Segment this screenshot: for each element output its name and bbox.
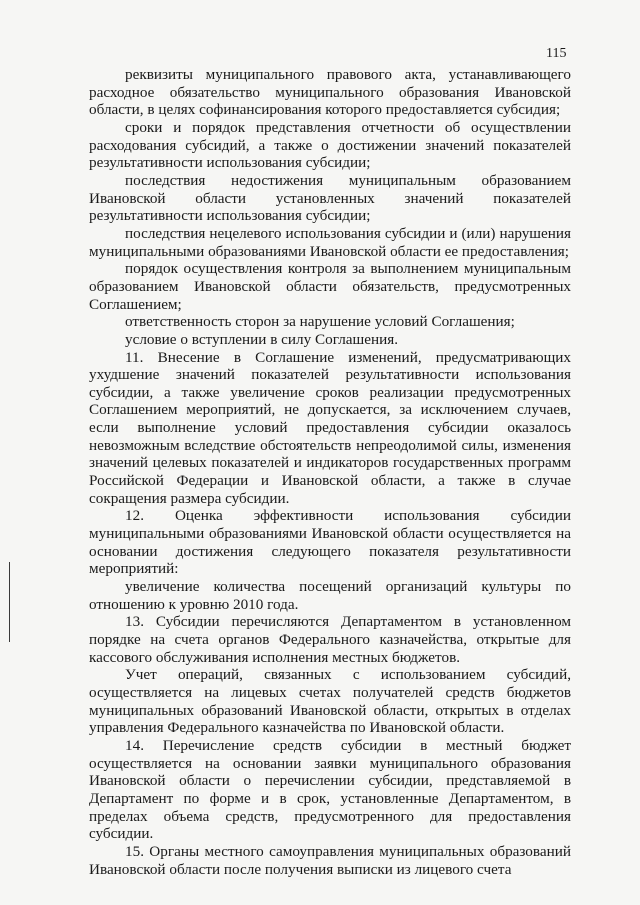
binding-mark — [9, 562, 10, 642]
paragraph-responsibility: ответственность сторон за нарушение условий Соглашения; — [125, 313, 515, 331]
paragraph-requisites: реквизиты муниципального правового акта, устанавливающего расходное обязательство муниципального образования Ивановской области, в целях софинансирования которого предоставляется субсидия; — [89, 66, 571, 119]
page-number: 115 — [546, 46, 567, 61]
paragraph-misuse: последствия нецелевого использования субсидии и (или) нарушения муниципальными образованиями Ивановской области ее предоставления; — [89, 224, 571, 260]
paragraph-11: 11. Внесение в Соглашение изменений, предусматривающих ухудшение значений показателей результативности использования субсидии, а также увеличение сроков реализации предусмотренных Соглашением мероприятий, не допускается, за исключением случаев, если выполнение условий предоставления субсидии оказалось невозможным вследствие обстоятельств непреодолимой силы, изменения значений целевых показателей и индикаторов государственных программ Российской Федерации и Ивановской области, а также в случае сокращения размера субсидии. — [89, 348, 571, 507]
paragraph-14: 14. Перечисление средств субсидии в местный бюджет осуществляется на основании заявки муниципального образования Ивановской области о перечислении субсидии, представляемой в Департамент по форме и в срок, установленные Департаментом, в пределах объема средств, предусмотренного для предоставления субсидии. — [89, 736, 571, 843]
paragraph-control: порядок осуществления контроля за выполнением муниципальным образованием Ивановской области обязательств, предусмотренных Соглашением; — [89, 260, 571, 313]
paragraph-12: 12. Оценка эффективности использования субсидии муниципальными образованиями Ивановской области осуществляется на основании достижения следующего показателя результативности мероприятий: — [89, 507, 571, 578]
paragraph-13: 13. Субсидии перечисляются Департаментом в установленном порядке на счета органов Федерального казначейства, открытые для кассового обслуживания исполнения местных бюджетов. — [89, 613, 571, 666]
paragraph-reporting-terms: сроки и порядок представления отчетности об осуществлении расходования субсидий, а также о достижении значений показателей результативности использования субсидии; — [89, 118, 571, 172]
document-body — [89, 66, 571, 878]
paragraph-entry-into-force: условие о вступлении в силу Соглашения. — [125, 330, 398, 348]
paragraph-indicator: увеличение количества посещений организаций культуры по отношению к уровню 2010 года. — [89, 578, 571, 613]
paragraph-15: 15. Органы местного самоуправления муниципальных образований Ивановской области после получения выписки из лицевого счета — [89, 842, 571, 878]
paragraph-accounting: Учет операций, связанных с использованием субсидий, осуществляется на лицевых счетах получателей средств бюджетов муниципальных образований Ивановской области, открытых в отделах управления Федерального казначейства по Ивановской области. — [89, 666, 571, 737]
paragraph-non-achievement: последствия недостижения муниципальным образованием Ивановской области установленных значений показателей результативности использования субсидии; — [89, 171, 571, 225]
